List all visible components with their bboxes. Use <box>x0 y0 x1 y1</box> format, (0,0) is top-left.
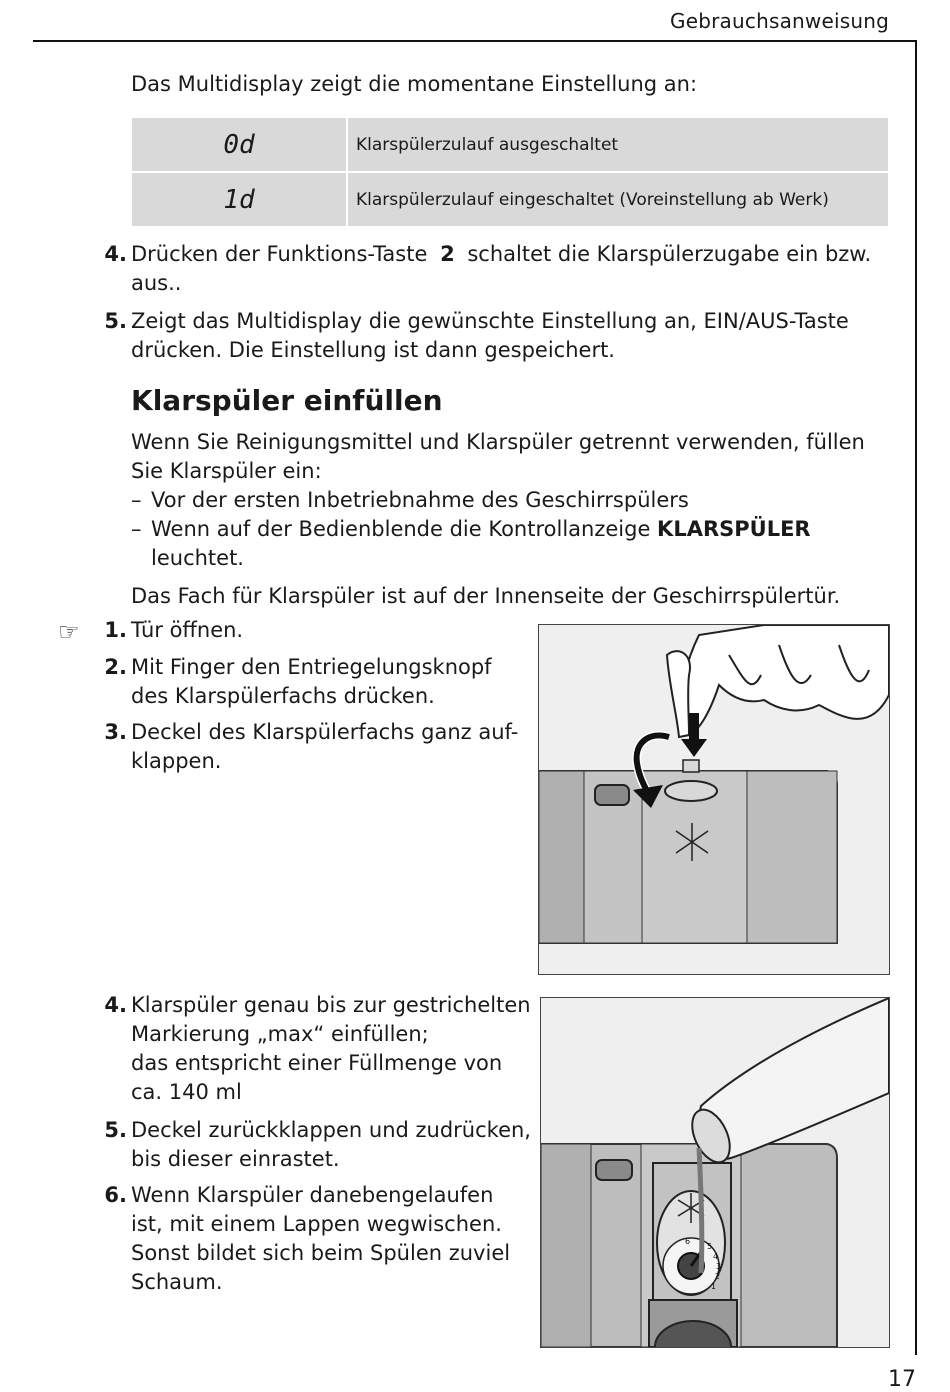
step-5-save <box>101 307 901 367</box>
step-3 <box>101 718 521 778</box>
paragraph: Sie Klarspüler ein: <box>131 459 322 483</box>
pointing-hand-icon: ☞ <box>58 618 80 646</box>
pour-stream <box>699 1148 702 1273</box>
display-description: Klarspülerzulauf eingeschaltet (Voreinstellung ab Werk) <box>347 172 889 227</box>
list-item: – Vor der ersten Inbetriebnahme des Geschirrspülers <box>131 486 891 515</box>
step-text: Klarspüler genau bis zur gestrichelten <box>131 993 531 1017</box>
step-1 <box>101 616 521 646</box>
step-text: Tür öffnen. <box>131 618 244 642</box>
display-settings-table <box>130 116 890 228</box>
table-row <box>131 117 889 172</box>
step-text: Wenn Klarspüler danebengelaufen <box>131 1183 494 1207</box>
dial-mark: 6 <box>685 1237 691 1246</box>
step-4-function-key <box>101 240 901 300</box>
step-text: ist, mit einem Lappen wegwischen. <box>131 1212 502 1236</box>
step-text: Deckel des Klarspülerfachs ganz auf- <box>131 720 519 744</box>
list-item-text: Wenn auf der Bedienblende die Kontrollanzeige <box>151 517 658 541</box>
compartment-illustration <box>539 625 889 974</box>
step-text: Zeigt das Multidisplay die gewünschte Einstellung an, EIN/AUS-Taste <box>131 309 849 333</box>
display-code: 0d <box>131 117 347 172</box>
indicator-name: KLARSPÜLER <box>657 517 811 541</box>
figure-open-compartment <box>538 624 890 975</box>
step-number: 6. <box>104 1183 127 1207</box>
step-number: 4. <box>104 993 127 1017</box>
step-text: bis dieser einrastet. <box>131 1147 340 1171</box>
display-code: 1d <box>131 172 347 227</box>
side-rule <box>915 40 917 1355</box>
dial-mark: 2 <box>715 1272 721 1281</box>
step-number: 2. <box>104 655 127 679</box>
step-number: 5. <box>104 1118 127 1142</box>
running-header: Gebrauchsanweisung <box>670 9 889 33</box>
step-text: Sonst bildet sich beim Spülen zuviel <box>131 1241 511 1265</box>
intro-text: Das Multidisplay zeigt die momentane Einstellung an: <box>131 72 698 96</box>
header-rule <box>33 40 917 42</box>
step-text: Deckel zurückklappen und zudrücken, <box>131 1118 531 1142</box>
step-text: Schaum. <box>131 1270 223 1294</box>
list-item: – Wenn auf der Bedienblende die Kontrollanzeige KLARSPÜLER leuchtet. <box>131 515 891 573</box>
step-number: 5. <box>104 309 127 333</box>
paragraph: Das Fach für Klarspüler ist auf der Innenseite der Geschirrspülertür. <box>131 584 841 608</box>
step-text: klappen. <box>131 749 222 773</box>
release-button <box>665 781 717 801</box>
page-number: 17 <box>888 1367 916 1392</box>
step-number: 1. <box>104 618 127 642</box>
rinse-indicator-window <box>596 1160 632 1180</box>
step-text: aus.. <box>131 271 182 295</box>
display-description: Klarspülerzulauf ausgeschaltet <box>347 117 889 172</box>
filling-illustration <box>541 998 889 1347</box>
dial-mark: 5 <box>707 1242 713 1251</box>
step-5-close <box>101 1116 531 1176</box>
step-2 <box>101 653 521 713</box>
rinse-indicator-window <box>595 785 629 805</box>
step-text: schaltet die Klarspülerzugabe ein bzw. <box>460 242 872 266</box>
step-number: 3. <box>104 720 127 744</box>
step-6-wipe <box>101 1181 531 1299</box>
list-item-text: Vor der ersten Inbetriebnahme des Geschirrspülers <box>151 488 689 512</box>
list-item-text: leuchtet. <box>151 546 244 570</box>
step-text: drücken. Die Einstellung ist dann gespeichert. <box>131 338 615 362</box>
dial-mark: 1 <box>711 1282 717 1291</box>
step-text: Markierung „max“ einfüllen; <box>131 1022 429 1046</box>
step-text: das entspricht einer Füllmenge von <box>131 1051 503 1075</box>
dial-mark: 3 <box>716 1262 722 1271</box>
step-text: des Klarspülerfachs drücken. <box>131 684 435 708</box>
key-number: 2 <box>440 242 455 266</box>
step-4-fill <box>101 991 531 1109</box>
section-heading: Klarspüler einfüllen <box>131 384 443 417</box>
step-number: 4. <box>104 242 127 266</box>
step-text: Drücken der Funktions-Taste <box>131 242 435 266</box>
step-text: ca. 140 ml <box>131 1080 242 1104</box>
step-text: Mit Finger den Entriegelungsknopf <box>131 655 492 679</box>
table-row <box>131 172 889 227</box>
figure-fill-rinse-aid <box>540 997 890 1348</box>
paragraph: Wenn Sie Reinigungsmittel und Klarspüler getrennt verwenden, füllen <box>131 430 865 454</box>
dial-mark: 4 <box>713 1252 719 1261</box>
